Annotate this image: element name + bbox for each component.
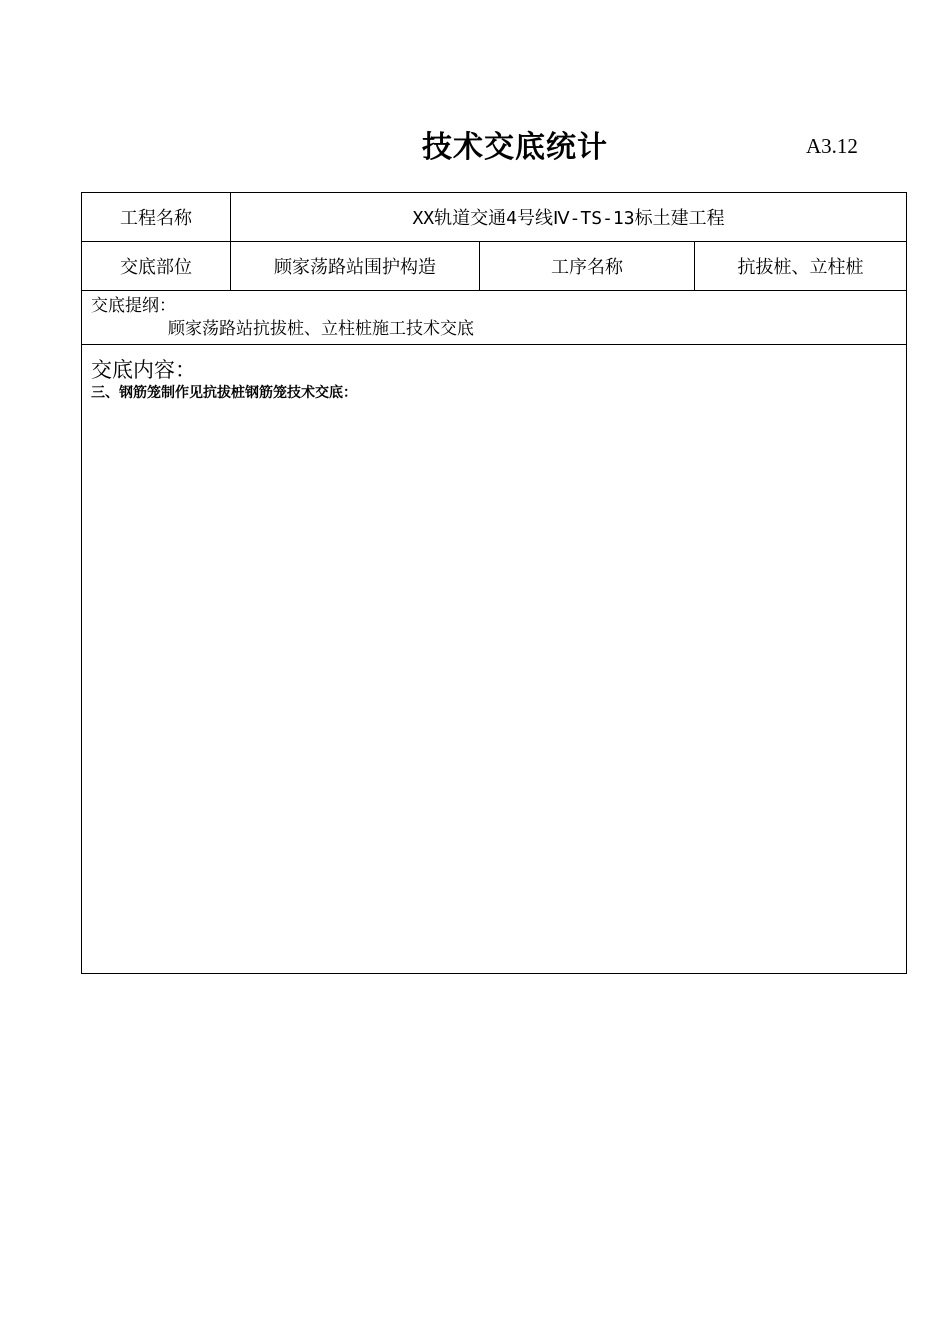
project-name-label: 工程名称	[82, 193, 231, 242]
process-value: 抗拔桩、立柱桩	[695, 242, 907, 291]
outline-row	[82, 291, 907, 345]
part-label: 交底部位	[82, 242, 231, 291]
project-name-value: XX轨道交通4号线Ⅳ-TS-13标土建工程	[231, 193, 907, 242]
process-label: 工序名称	[480, 242, 695, 291]
outline-value: 顾家荡路站抗拔桩、立柱桩施工技术交底	[168, 319, 474, 339]
project-name-row	[82, 193, 907, 242]
page-title: 技术交底统计	[422, 130, 608, 165]
outline-cell	[82, 291, 907, 345]
content-row	[82, 345, 907, 974]
disclosure-form-table	[81, 192, 907, 974]
outline-label: 交底提纲：	[91, 296, 176, 316]
part-process-row	[82, 242, 907, 291]
part-value: 顾家荡路站围护构造	[231, 242, 480, 291]
form-code: A3.12	[806, 134, 858, 158]
content-label: 交底内容：	[91, 358, 196, 382]
content-cell	[82, 345, 907, 974]
content-line: 三、钢筋笼制作见抗拔桩钢筋笼技术交底：	[91, 385, 357, 401]
